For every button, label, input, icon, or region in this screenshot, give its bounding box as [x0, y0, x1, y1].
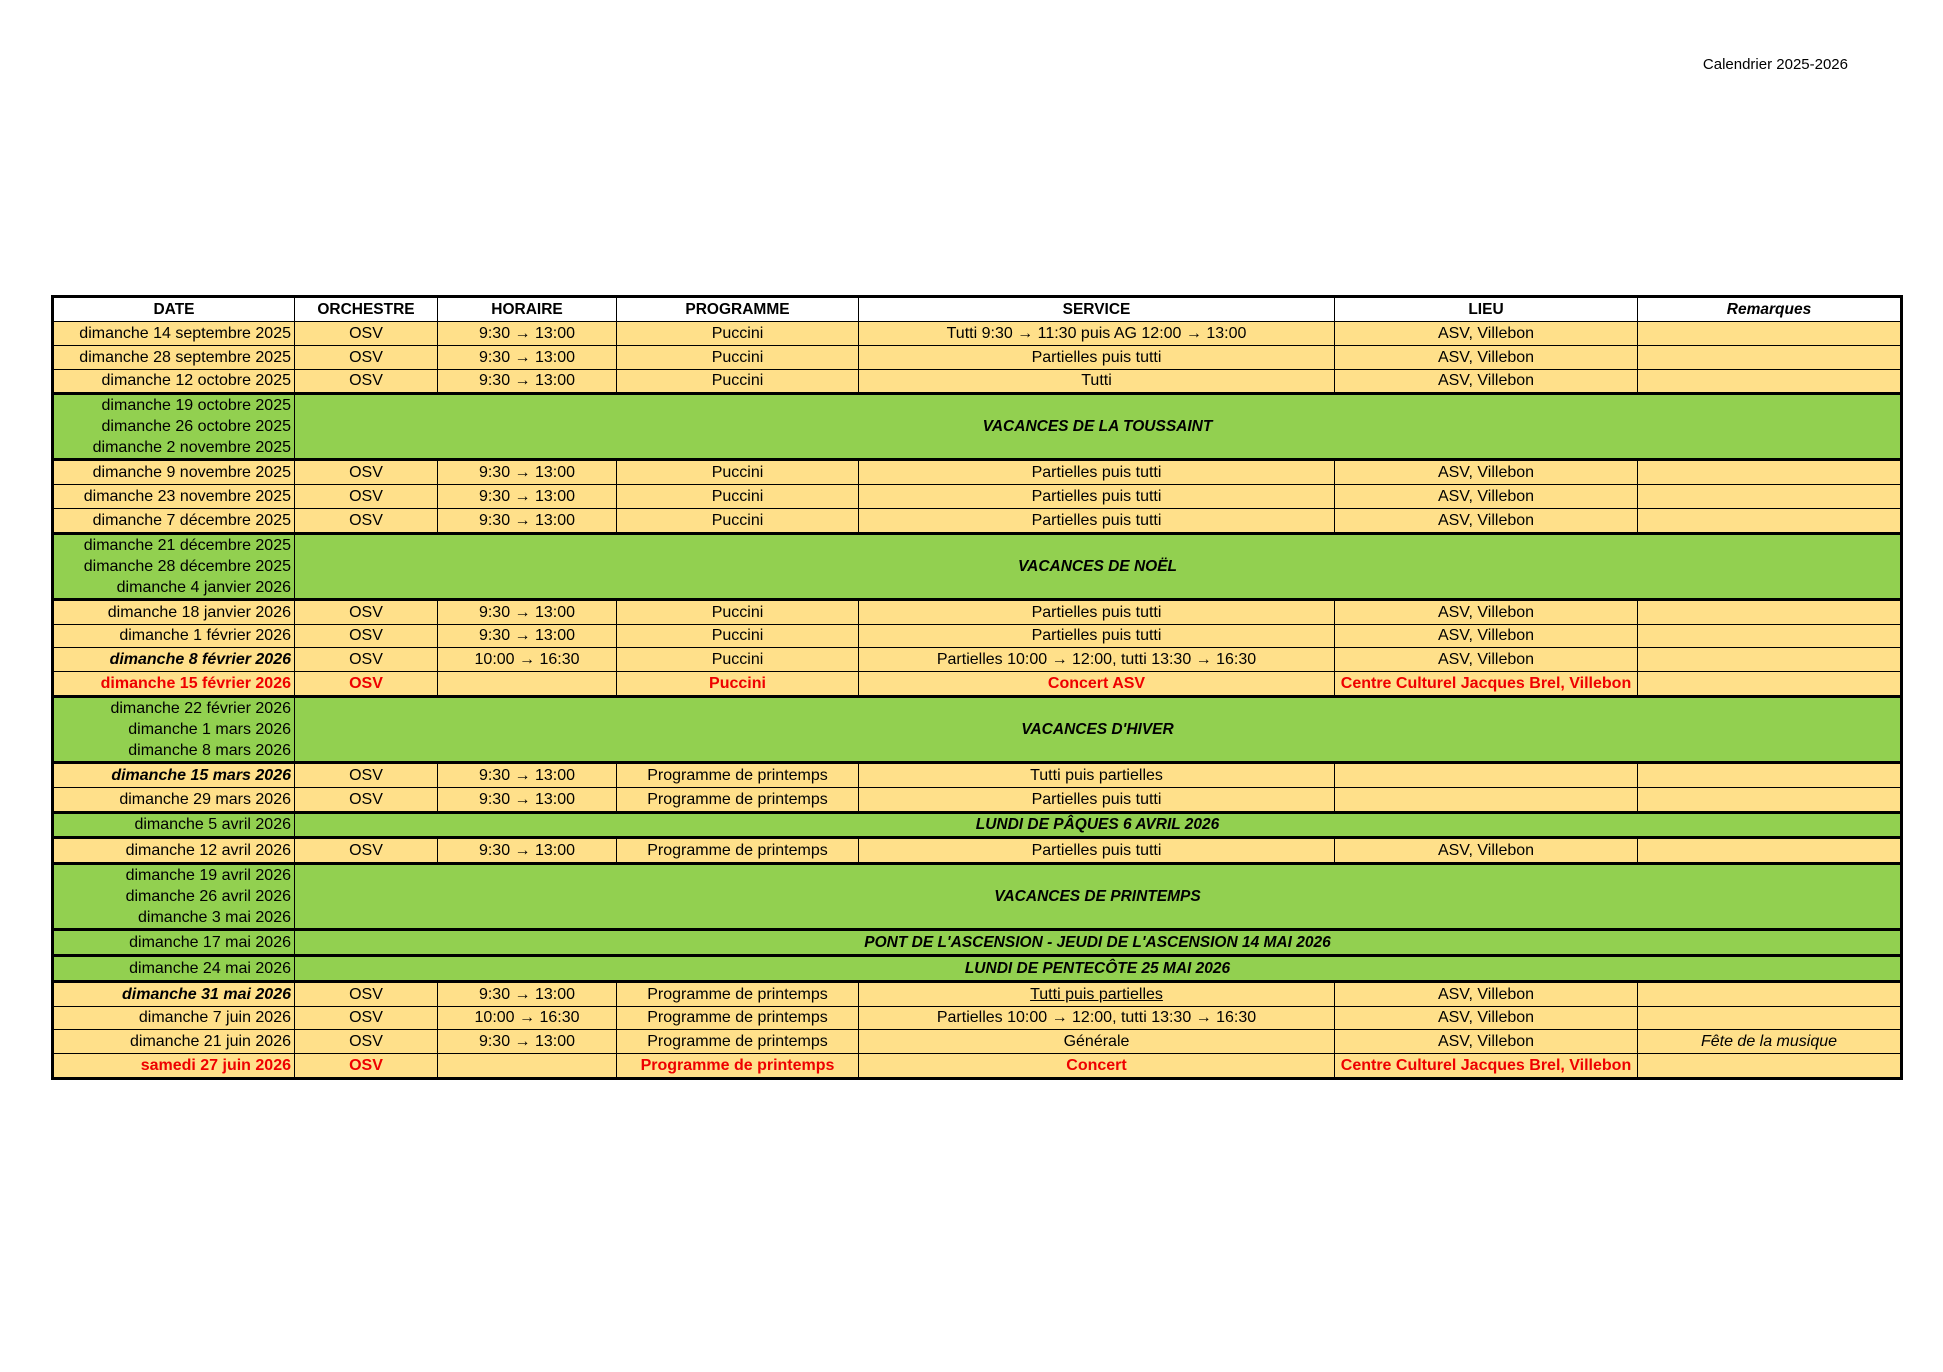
- programme-cell: Programme de printemps: [617, 838, 859, 864]
- rehearsal-row: [53, 460, 1902, 485]
- rehearsal-row: [53, 369, 1902, 394]
- lieu-cell: Centre Culturel Jacques Brel, Villebon: [1335, 672, 1638, 697]
- horaire-cell: 9:30 → 13:00: [438, 1030, 617, 1054]
- horaire-cell: 9:30 → 13:00: [438, 369, 617, 394]
- orchestre-cell: OSV: [295, 787, 438, 812]
- programme-cell: Programme de printemps: [617, 1006, 859, 1030]
- orchestre-cell: OSV: [295, 1054, 438, 1079]
- rehearsal-row: [53, 648, 1902, 672]
- holiday-date: dimanche 22 février 2026: [110, 699, 291, 717]
- column-header-service: SERVICE: [859, 297, 1335, 322]
- date-cell: dimanche 12 avril 2026: [53, 838, 295, 864]
- rehearsal-row: [53, 1006, 1902, 1030]
- lieu-cell: ASV, Villebon: [1335, 369, 1638, 394]
- calendar-table: [51, 295, 1903, 1080]
- horaire-cell: 9:30 → 13:00: [438, 624, 617, 648]
- date-cell: dimanche 29 mars 2026: [53, 787, 295, 812]
- horaire-cell: 9:30 → 13:00: [438, 345, 617, 369]
- remarques-cell: [1638, 508, 1902, 533]
- orchestre-cell: OSV: [295, 1030, 438, 1054]
- programme-cell: Puccini: [617, 460, 859, 485]
- service-cell: Partielles puis tutti: [859, 599, 1335, 624]
- horaire-cell: 9:30 → 13:00: [438, 508, 617, 533]
- holiday-date: dimanche 28 décembre 2025: [83, 557, 291, 575]
- orchestre-cell: OSV: [295, 345, 438, 369]
- orchestre-cell: OSV: [295, 762, 438, 787]
- orchestre-cell: OSV: [295, 369, 438, 394]
- programme-cell: Programme de printemps: [617, 787, 859, 812]
- service-cell: [859, 981, 1335, 1006]
- service-cell: Partielles 10:00 → 12:00, tutti 13:30 → 16:30: [859, 648, 1335, 672]
- holiday-row: [53, 533, 1902, 599]
- horaire-cell: 9:30 → 13:00: [438, 838, 617, 864]
- remarques-cell: [1638, 648, 1902, 672]
- orchestre-cell: OSV: [295, 624, 438, 648]
- service-cell: Partielles puis tutti: [859, 345, 1335, 369]
- holiday-banner: LUNDI DE PENTECÔTE 25 MAI 2026: [295, 955, 1902, 981]
- holiday-date: dimanche 19 avril 2026: [125, 867, 291, 885]
- service-cell: Concert ASV: [859, 672, 1335, 697]
- holiday-row: [53, 930, 1902, 956]
- remarques-cell: Fête de la musique: [1638, 1030, 1902, 1054]
- orchestre-cell: OSV: [295, 322, 438, 346]
- service-cell: Partielles 10:00 → 12:00, tutti 13:30 → 16:30: [859, 1006, 1335, 1030]
- orchestre-cell: OSV: [295, 599, 438, 624]
- holiday-banner: VACANCES DE PRINTEMPS: [295, 864, 1902, 930]
- orchestre-cell: OSV: [295, 485, 438, 509]
- calendar-body: [53, 322, 1902, 1079]
- date-cell: dimanche 1 février 2026: [53, 624, 295, 648]
- horaire-cell: 9:30 → 13:00: [438, 322, 617, 346]
- concert-row: [53, 672, 1902, 697]
- horaire-cell: 9:30 → 13:00: [438, 599, 617, 624]
- holiday-date: dimanche 5 avril 2026: [134, 816, 291, 834]
- lieu-cell: ASV, Villebon: [1335, 648, 1638, 672]
- service-cell: Partielles puis tutti: [859, 624, 1335, 648]
- service-cell: Partielles puis tutti: [859, 485, 1335, 509]
- column-header-lieu: LIEU: [1335, 297, 1638, 322]
- date-cell: dimanche 28 septembre 2025: [53, 345, 295, 369]
- programme-cell: Programme de printemps: [617, 1054, 859, 1079]
- lieu-cell: ASV, Villebon: [1335, 345, 1638, 369]
- holiday-date: dimanche 1 mars 2026: [128, 720, 291, 738]
- remarques-cell: [1638, 345, 1902, 369]
- lieu-cell: Centre Culturel Jacques Brel, Villebon: [1335, 1054, 1638, 1079]
- horaire-cell: 10:00 → 16:30: [438, 1006, 617, 1030]
- rehearsal-row: [53, 787, 1902, 812]
- holiday-dates-cell: [53, 955, 295, 981]
- orchestre-cell: OSV: [295, 648, 438, 672]
- holiday-date: dimanche 19 octobre 2025: [101, 397, 291, 415]
- remarques-cell: [1638, 762, 1902, 787]
- date-cell: dimanche 15 mars 2026: [53, 762, 295, 787]
- rehearsal-row: [53, 624, 1902, 648]
- date-cell: dimanche 31 mai 2026: [53, 981, 295, 1006]
- service-cell: Tutti 9:30 → 11:30 puis AG 12:00 → 13:00: [859, 322, 1335, 346]
- date-cell: samedi 27 juin 2026: [53, 1054, 295, 1079]
- holiday-banner: LUNDI DE PÂQUES 6 AVRIL 2026: [295, 812, 1902, 838]
- horaire-cell: [438, 1054, 617, 1079]
- service-cell: Partielles puis tutti: [859, 508, 1335, 533]
- service-cell: Tutti: [859, 369, 1335, 394]
- date-cell: dimanche 15 février 2026: [53, 672, 295, 697]
- remarques-cell: [1638, 624, 1902, 648]
- date-cell: dimanche 12 octobre 2025: [53, 369, 295, 394]
- horaire-cell: 9:30 → 13:00: [438, 485, 617, 509]
- remarques-cell: [1638, 322, 1902, 346]
- remarques-cell: [1638, 369, 1902, 394]
- holiday-dates-cell: [53, 930, 295, 956]
- remarques-cell: [1638, 838, 1902, 864]
- date-cell: dimanche 7 juin 2026: [53, 1006, 295, 1030]
- programme-cell: Puccini: [617, 648, 859, 672]
- remarques-cell: [1638, 672, 1902, 697]
- programme-cell: Puccini: [617, 369, 859, 394]
- orchestre-cell: OSV: [295, 460, 438, 485]
- lieu-cell: [1335, 787, 1638, 812]
- horaire-cell: 9:30 → 13:00: [438, 787, 617, 812]
- remarques-cell: [1638, 485, 1902, 509]
- date-cell: dimanche 8 février 2026: [53, 648, 295, 672]
- holiday-date: dimanche 26 avril 2026: [125, 888, 291, 906]
- rehearsal-row: [53, 1030, 1902, 1054]
- holiday-date: dimanche 17 mai 2026: [129, 934, 291, 952]
- holiday-date: dimanche 4 janvier 2026: [116, 578, 291, 596]
- programme-cell: Puccini: [617, 485, 859, 509]
- remarques-cell: [1638, 1054, 1902, 1079]
- holiday-date: dimanche 24 mai 2026: [129, 959, 291, 977]
- service-cell: Tutti puis partielles: [859, 762, 1335, 787]
- remarques-cell: [1638, 981, 1902, 1006]
- programme-cell: Programme de printemps: [617, 762, 859, 787]
- orchestre-cell: OSV: [295, 981, 438, 1006]
- horaire-cell: 10:00 → 16:30: [438, 648, 617, 672]
- holiday-row: [53, 955, 1902, 981]
- holiday-banner: PONT DE L'ASCENSION - JEUDI DE L'ASCENSION 14 MAI 2026: [295, 930, 1902, 956]
- rehearsal-row: [53, 345, 1902, 369]
- rehearsal-row: [53, 322, 1902, 346]
- holiday-banner: VACANCES DE LA TOUSSAINT: [295, 394, 1902, 460]
- service-cell: Partielles puis tutti: [859, 838, 1335, 864]
- remarques-cell: [1638, 787, 1902, 812]
- column-header-horaire: HORAIRE: [438, 297, 617, 322]
- holiday-date: dimanche 2 novembre 2025: [92, 439, 291, 457]
- programme-cell: Programme de printemps: [617, 1030, 859, 1054]
- column-header-orchestre: ORCHESTRE: [295, 297, 438, 322]
- rehearsal-row: [53, 508, 1902, 533]
- horaire-cell: 9:30 → 13:00: [438, 981, 617, 1006]
- horaire-cell: 9:30 → 13:00: [438, 460, 617, 485]
- service-cell: Partielles puis tutti: [859, 460, 1335, 485]
- horaire-cell: [438, 672, 617, 697]
- service-text: Tutti puis partielles: [1030, 985, 1163, 1003]
- holiday-row: [53, 812, 1902, 838]
- holiday-row: [53, 696, 1902, 762]
- lieu-cell: ASV, Villebon: [1335, 460, 1638, 485]
- holiday-date: dimanche 8 mars 2026: [128, 741, 291, 759]
- holiday-dates-cell: [53, 394, 295, 460]
- date-cell: dimanche 23 novembre 2025: [53, 485, 295, 509]
- lieu-cell: ASV, Villebon: [1335, 1006, 1638, 1030]
- holiday-dates-cell: [53, 533, 295, 599]
- orchestre-cell: OSV: [295, 1006, 438, 1030]
- orchestre-cell: OSV: [295, 838, 438, 864]
- date-cell: dimanche 9 novembre 2025: [53, 460, 295, 485]
- remarques-cell: [1638, 599, 1902, 624]
- service-cell: Concert: [859, 1054, 1335, 1079]
- date-cell: dimanche 7 décembre 2025: [53, 508, 295, 533]
- holiday-row: [53, 864, 1902, 930]
- lieu-cell: ASV, Villebon: [1335, 838, 1638, 864]
- holiday-date: dimanche 21 décembre 2025: [83, 536, 291, 554]
- holiday-dates-cell: [53, 696, 295, 762]
- programme-cell: Puccini: [617, 345, 859, 369]
- page-title: Calendrier 2025-2026: [1702, 56, 1848, 73]
- holiday-dates-cell: [53, 864, 295, 930]
- rehearsal-row: [53, 485, 1902, 509]
- orchestre-cell: OSV: [295, 672, 438, 697]
- remarques-cell: [1638, 460, 1902, 485]
- concert-row: [53, 1054, 1902, 1079]
- rehearsal-row: [53, 599, 1902, 624]
- lieu-cell: ASV, Villebon: [1335, 485, 1638, 509]
- header-row: [53, 297, 1902, 322]
- programme-cell: Puccini: [617, 672, 859, 697]
- date-cell: dimanche 18 janvier 2026: [53, 599, 295, 624]
- programme-cell: Puccini: [617, 599, 859, 624]
- column-header-date: DATE: [53, 297, 295, 322]
- holiday-row: [53, 394, 1902, 460]
- programme-cell: Programme de printemps: [617, 981, 859, 1006]
- rehearsal-row: [53, 762, 1902, 787]
- lieu-cell: ASV, Villebon: [1335, 508, 1638, 533]
- remarques-cell: [1638, 1006, 1902, 1030]
- holiday-banner: VACANCES DE NOËL: [295, 533, 1902, 599]
- service-cell: Générale: [859, 1030, 1335, 1054]
- lieu-cell: ASV, Villebon: [1335, 1030, 1638, 1054]
- column-header-remarques: Remarques: [1638, 297, 1902, 322]
- holiday-banner: VACANCES D'HIVER: [295, 696, 1902, 762]
- programme-cell: Puccini: [617, 322, 859, 346]
- date-cell: dimanche 14 septembre 2025: [53, 322, 295, 346]
- programme-cell: Puccini: [617, 508, 859, 533]
- rehearsal-row: [53, 838, 1902, 864]
- date-cell: dimanche 21 juin 2026: [53, 1030, 295, 1054]
- rehearsal-row: [53, 981, 1902, 1006]
- lieu-cell: ASV, Villebon: [1335, 624, 1638, 648]
- orchestre-cell: OSV: [295, 508, 438, 533]
- service-cell: Partielles puis tutti: [859, 787, 1335, 812]
- holiday-date: dimanche 3 mai 2026: [138, 909, 291, 927]
- lieu-cell: [1335, 762, 1638, 787]
- column-header-programme: PROGRAMME: [617, 297, 859, 322]
- lieu-cell: ASV, Villebon: [1335, 981, 1638, 1006]
- programme-cell: Puccini: [617, 624, 859, 648]
- lieu-cell: ASV, Villebon: [1335, 599, 1638, 624]
- holiday-dates-cell: [53, 812, 295, 838]
- lieu-cell: ASV, Villebon: [1335, 322, 1638, 346]
- horaire-cell: 9:30 → 13:00: [438, 762, 617, 787]
- holiday-date: dimanche 26 octobre 2025: [101, 418, 291, 436]
